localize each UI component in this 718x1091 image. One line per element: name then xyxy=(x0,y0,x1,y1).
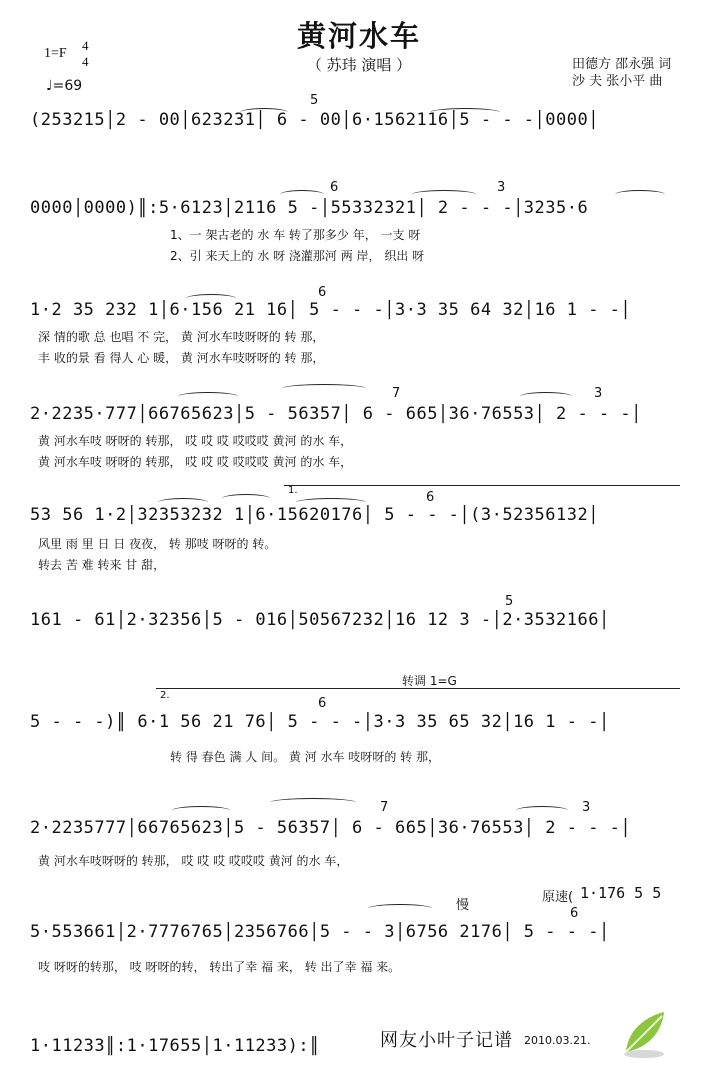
score-line-2: 0000│0000)║:5·6123│2116 5 -│55332321│ 2 - - -│3235·6 xyxy=(30,198,589,218)
grace-mark: 3 xyxy=(582,800,591,815)
original-tempo-marking: 原速( xyxy=(542,890,574,905)
song-subtitle: （ 苏玮 演唱 ） xyxy=(306,56,412,74)
score-line-1: (253215│2 - 00│623231│ 6 - 00│6·1562116│5 - - -│0000│ xyxy=(30,110,599,130)
lyrics-line9: 吱 呀呀的转那， 吱 呀呀的转， 转出了幸 福 来， 转 出了幸 福 来。 xyxy=(38,960,401,974)
lyrics-verse2: 转去 苦 难 转来 甘 甜， xyxy=(38,558,166,572)
leaf-logo-icon xyxy=(618,1008,670,1060)
score-line-4: 2·2235·777│66765623│5 - 56357│ 6 - 665│36·76553│ 2 - - -│ xyxy=(30,404,642,424)
key-signature: 1=F xyxy=(44,46,67,61)
grace-mark: 6 xyxy=(318,696,327,711)
grace-mark: 5 xyxy=(310,93,319,108)
lyricist-credit: 田德方 邵永强 词 xyxy=(572,57,672,72)
slur xyxy=(516,806,568,815)
slur xyxy=(282,384,366,393)
time-signature xyxy=(82,38,89,70)
slur xyxy=(172,806,230,815)
lyrics-line8: 黄 河水车吱呀呀的 转那， 哎 哎 哎 哎哎哎 黄河 的水 车， xyxy=(38,854,349,868)
transcriber-signature: 网友小叶子记谱 xyxy=(380,1030,513,1051)
original-tempo-notes: 1·176 5 5 xyxy=(580,884,662,902)
time-bottom: 4 xyxy=(82,54,89,69)
grace-mark: 3 xyxy=(497,180,506,195)
grace-mark: 6 xyxy=(570,906,579,921)
tempo-slow-marking: 慢 xyxy=(456,898,470,913)
volta-bracket-2 xyxy=(156,688,680,689)
grace-mark: 5 xyxy=(505,594,514,609)
time-top: 4 xyxy=(82,38,89,53)
slur xyxy=(222,494,270,503)
grace-mark: 7 xyxy=(380,800,389,815)
song-title: 黄河水车 xyxy=(296,19,421,53)
tempo-marking: ♩=69 xyxy=(46,78,83,94)
ending-1-label: 1. xyxy=(288,485,298,496)
lyrics-verse1: 风里 雨 里 日 日 夜夜， 转 那吱 呀呀的 转。 xyxy=(38,537,277,551)
lyrics-verse1: 1、一 架古老的 水 车 转了那多少 年， 一支 呀 xyxy=(170,228,421,242)
score-line-5: 53 56 1·2│32353232 1│6·15620176│ 5 - - -│(3·52356132│ xyxy=(30,505,599,525)
slur xyxy=(270,798,356,807)
slur xyxy=(520,392,572,401)
transcription-date: 2010.03.21. xyxy=(524,1034,591,1047)
score-line-7: 5 - - -)║ 6·1 56 21 76│ 5 - - -│3·3 35 65 32│16 1 - -│ xyxy=(30,712,610,732)
lyrics-verse2: 丰 收的景 看 得人 心 暖， 黄 河水车吱呀呀的 转 那， xyxy=(38,351,325,365)
grace-mark: 3 xyxy=(594,386,603,401)
score-line-9: 5·553661│2·7776765│2356766│5 - - 3│6756 2176│ 5 - - -│ xyxy=(30,922,610,942)
score-line-6: 161 - 61│2·32356│5 - 016│50567232│16 12 3 -│2·3532166│ xyxy=(30,610,610,630)
grace-mark: 6 xyxy=(318,285,327,300)
ending-2-label: 2. xyxy=(160,690,170,701)
slur xyxy=(178,392,238,401)
grace-mark: 7 xyxy=(392,386,401,401)
score-line-10: 1·11233║:1·17655│1·11233):║ xyxy=(30,1036,320,1056)
lyrics-verse1: 深 情的歌 总 也唱 不 完， 黄 河水车吱呀呀的 转 那， xyxy=(38,330,325,344)
modulation-marking: 转调 1=G xyxy=(402,674,457,688)
composer-credit: 沙 夫 张小平 曲 xyxy=(572,74,663,89)
grace-mark: 6 xyxy=(330,180,339,195)
lyrics-verse1: 黄 河水车吱 呀呀的 转那， 哎 哎 哎 哎哎哎 黄河 的水 车， xyxy=(38,434,353,448)
score-line-8: 2·2235777│66765623│5 - 56357│ 6 - 665│36·76553│ 2 - - -│ xyxy=(30,818,632,838)
lyrics-verse2: 2、引 来天上的 水 呀 浇灌那河 两 岸， 织出 呀 xyxy=(170,249,425,263)
lyrics-line7: 转 得 春色 满 人 间。 黄 河 水车 吱呀呀的 转 那， xyxy=(170,750,440,764)
score-line-3: 1·2 35 232 1│6·156 21 16│ 5 - - -│3·3 35 64 32│16 1 - -│ xyxy=(30,300,632,320)
grace-mark: 6 xyxy=(426,490,435,505)
volta-bracket-1 xyxy=(284,485,680,486)
lyrics-verse2: 黄 河水车吱 呀呀的 转那， 哎 哎 哎 哎哎哎 黄河 的水 车， xyxy=(38,455,353,469)
slur xyxy=(368,904,432,913)
